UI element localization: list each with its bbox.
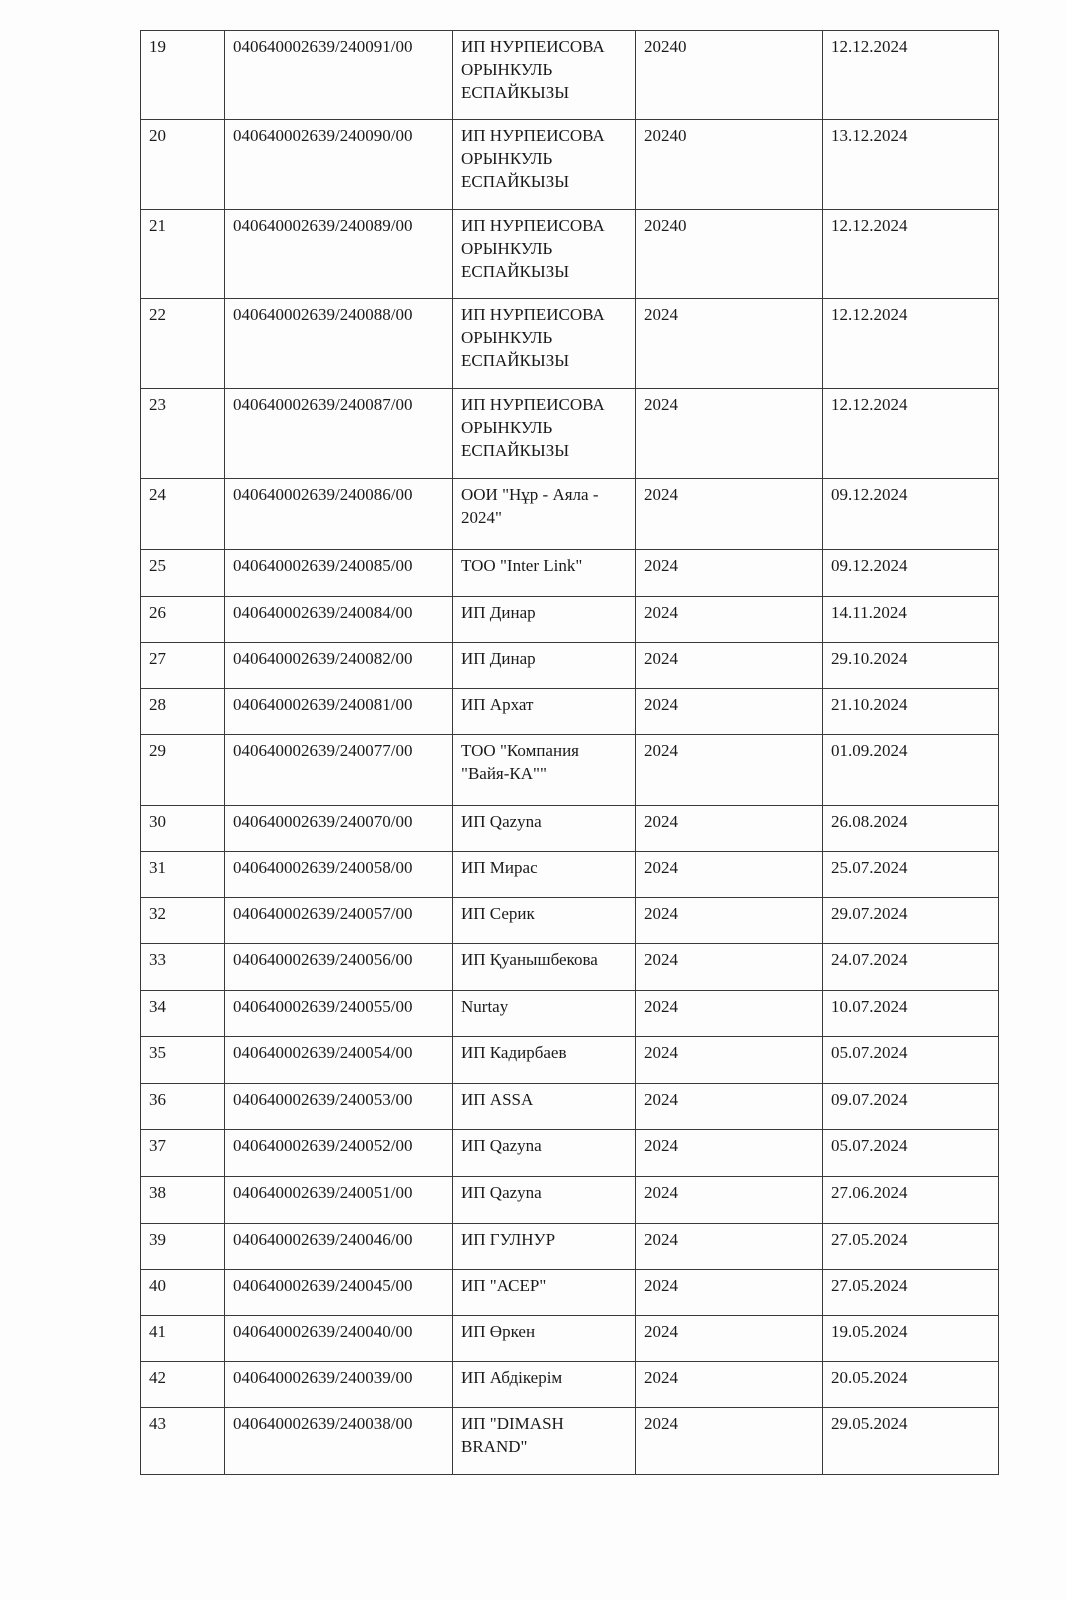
registration-code: 040640002639/240082/00 xyxy=(225,643,453,689)
company-name: ИП НУРПЕИСОВА ОРЫНКУЛЬ ЕСПАЙКЫЗЫ xyxy=(453,31,636,120)
table-row xyxy=(141,991,999,1037)
date-cell: 21.10.2024 xyxy=(823,689,999,735)
company-name: ИП НУРПЕИСОВА ОРЫНКУЛЬ ЕСПАЙКЫЗЫ xyxy=(453,299,636,389)
table-row xyxy=(141,550,999,597)
registration-code: 040640002639/240054/00 xyxy=(225,1037,453,1084)
date-cell: 27.06.2024 xyxy=(823,1177,999,1224)
company-name: ИП НУРПЕИСОВА ОРЫНКУЛЬ ЕСПАЙКЫЗЫ xyxy=(453,120,636,210)
registration-code: 040640002639/240057/00 xyxy=(225,898,453,944)
company-name: ИП Архат xyxy=(453,689,636,735)
row-number: 43 xyxy=(141,1408,225,1475)
table-row xyxy=(141,299,999,389)
registration-code: 040640002639/240058/00 xyxy=(225,852,453,898)
year-cell: 2024 xyxy=(636,1316,823,1362)
row-number: 38 xyxy=(141,1177,225,1224)
company-name: ИП "DIMASH BRAND" xyxy=(453,1408,636,1475)
row-number: 40 xyxy=(141,1270,225,1316)
row-number: 33 xyxy=(141,944,225,991)
year-cell: 2024 xyxy=(636,1362,823,1408)
table-row xyxy=(141,1130,999,1177)
row-number: 20 xyxy=(141,120,225,210)
date-cell: 12.12.2024 xyxy=(823,31,999,120)
year-cell: 2024 xyxy=(636,991,823,1037)
date-cell: 09.12.2024 xyxy=(823,479,999,550)
company-name: ИП Қуанышбекова xyxy=(453,944,636,991)
company-name: ИП Qazyna xyxy=(453,806,636,852)
table-row xyxy=(141,944,999,991)
registration-code: 040640002639/240090/00 xyxy=(225,120,453,210)
registry-table-body xyxy=(141,31,999,1475)
registration-code: 040640002639/240091/00 xyxy=(225,31,453,120)
table-row xyxy=(141,597,999,643)
company-name: Nurtay xyxy=(453,991,636,1037)
table-row xyxy=(141,389,999,479)
table-row xyxy=(141,479,999,550)
row-number: 25 xyxy=(141,550,225,597)
registration-code: 040640002639/240052/00 xyxy=(225,1130,453,1177)
table-row xyxy=(141,1224,999,1270)
date-cell: 13.12.2024 xyxy=(823,120,999,210)
company-name: ИП Серик xyxy=(453,898,636,944)
year-cell: 2024 xyxy=(636,1037,823,1084)
row-number: 29 xyxy=(141,735,225,806)
date-cell: 20.05.2024 xyxy=(823,1362,999,1408)
year-cell: 2024 xyxy=(636,1224,823,1270)
registration-code: 040640002639/240046/00 xyxy=(225,1224,453,1270)
table-row xyxy=(141,898,999,944)
date-cell: 01.09.2024 xyxy=(823,735,999,806)
table-row xyxy=(141,1362,999,1408)
table-row xyxy=(141,1084,999,1130)
company-name: ИП Qazyna xyxy=(453,1177,636,1224)
registration-code: 040640002639/240056/00 xyxy=(225,944,453,991)
table-row xyxy=(141,1270,999,1316)
company-name: ИП Абдікерім xyxy=(453,1362,636,1408)
row-number: 22 xyxy=(141,299,225,389)
year-cell: 2024 xyxy=(636,806,823,852)
year-cell: 2024 xyxy=(636,1408,823,1475)
table-row xyxy=(141,689,999,735)
company-name: ИП "АСЕР" xyxy=(453,1270,636,1316)
row-number: 26 xyxy=(141,597,225,643)
company-name: ИП Динар xyxy=(453,597,636,643)
company-name: ИП Мирас xyxy=(453,852,636,898)
date-cell: 29.07.2024 xyxy=(823,898,999,944)
company-name: ИП НУРПЕИСОВА ОРЫНКУЛЬ ЕСПАЙКЫЗЫ xyxy=(453,389,636,479)
company-name: ООИ "Нұр - Аяла - 2024" xyxy=(453,479,636,550)
row-number: 19 xyxy=(141,31,225,120)
year-cell: 2024 xyxy=(636,1177,823,1224)
registration-code: 040640002639/240089/00 xyxy=(225,210,453,299)
registration-code: 040640002639/240039/00 xyxy=(225,1362,453,1408)
registration-code: 040640002639/240086/00 xyxy=(225,479,453,550)
row-number: 31 xyxy=(141,852,225,898)
date-cell: 05.07.2024 xyxy=(823,1130,999,1177)
company-name: ТОО "Компания "Вайя-КА"" xyxy=(453,735,636,806)
row-number: 42 xyxy=(141,1362,225,1408)
registration-code: 040640002639/240045/00 xyxy=(225,1270,453,1316)
table-row xyxy=(141,31,999,120)
registry-table xyxy=(140,30,999,1475)
registration-code: 040640002639/240038/00 xyxy=(225,1408,453,1475)
registration-code: 040640002639/240055/00 xyxy=(225,991,453,1037)
year-cell: 2024 xyxy=(636,299,823,389)
table-row xyxy=(141,1177,999,1224)
date-cell: 09.12.2024 xyxy=(823,550,999,597)
company-name: ИП Өркен xyxy=(453,1316,636,1362)
company-name: ИП ГУЛНУР xyxy=(453,1224,636,1270)
registration-code: 040640002639/240077/00 xyxy=(225,735,453,806)
company-name: ИП Динар xyxy=(453,643,636,689)
row-number: 28 xyxy=(141,689,225,735)
date-cell: 05.07.2024 xyxy=(823,1037,999,1084)
year-cell: 2024 xyxy=(636,1270,823,1316)
date-cell: 19.05.2024 xyxy=(823,1316,999,1362)
year-cell: 2024 xyxy=(636,735,823,806)
year-cell: 2024 xyxy=(636,597,823,643)
company-name: ИП Кадирбаев xyxy=(453,1037,636,1084)
table-row xyxy=(141,1316,999,1362)
year-cell: 2024 xyxy=(636,852,823,898)
company-name: ИП НУРПЕИСОВА ОРЫНКУЛЬ ЕСПАЙКЫЗЫ xyxy=(453,210,636,299)
date-cell: 29.10.2024 xyxy=(823,643,999,689)
registration-code: 040640002639/240053/00 xyxy=(225,1084,453,1130)
row-number: 24 xyxy=(141,479,225,550)
row-number: 35 xyxy=(141,1037,225,1084)
table-row xyxy=(141,1037,999,1084)
year-cell: 2024 xyxy=(636,643,823,689)
registration-code: 040640002639/240070/00 xyxy=(225,806,453,852)
registration-code: 040640002639/240081/00 xyxy=(225,689,453,735)
date-cell: 27.05.2024 xyxy=(823,1224,999,1270)
year-cell: 2024 xyxy=(636,898,823,944)
registration-code: 040640002639/240088/00 xyxy=(225,299,453,389)
registration-code: 040640002639/240040/00 xyxy=(225,1316,453,1362)
year-cell: 2024 xyxy=(636,479,823,550)
year-cell: 2024 xyxy=(636,689,823,735)
table-row xyxy=(141,120,999,210)
table-row xyxy=(141,806,999,852)
date-cell: 25.07.2024 xyxy=(823,852,999,898)
date-cell: 10.07.2024 xyxy=(823,991,999,1037)
date-cell: 14.11.2024 xyxy=(823,597,999,643)
company-name: ИП ASSA xyxy=(453,1084,636,1130)
table-row xyxy=(141,643,999,689)
year-cell: 20240 xyxy=(636,120,823,210)
date-cell: 27.05.2024 xyxy=(823,1270,999,1316)
table-row xyxy=(141,852,999,898)
date-cell: 24.07.2024 xyxy=(823,944,999,991)
table-row xyxy=(141,735,999,806)
year-cell: 2024 xyxy=(636,389,823,479)
date-cell: 12.12.2024 xyxy=(823,210,999,299)
table-row xyxy=(141,210,999,299)
registration-code: 040640002639/240051/00 xyxy=(225,1177,453,1224)
company-name: ТОО "Inter Link" xyxy=(453,550,636,597)
row-number: 34 xyxy=(141,991,225,1037)
row-number: 36 xyxy=(141,1084,225,1130)
row-number: 32 xyxy=(141,898,225,944)
year-cell: 2024 xyxy=(636,944,823,991)
date-cell: 29.05.2024 xyxy=(823,1408,999,1475)
year-cell: 20240 xyxy=(636,210,823,299)
row-number: 30 xyxy=(141,806,225,852)
row-number: 41 xyxy=(141,1316,225,1362)
date-cell: 12.12.2024 xyxy=(823,389,999,479)
row-number: 37 xyxy=(141,1130,225,1177)
row-number: 23 xyxy=(141,389,225,479)
registration-code: 040640002639/240084/00 xyxy=(225,597,453,643)
row-number: 21 xyxy=(141,210,225,299)
row-number: 39 xyxy=(141,1224,225,1270)
year-cell: 20240 xyxy=(636,31,823,120)
date-cell: 26.08.2024 xyxy=(823,806,999,852)
registration-code: 040640002639/240087/00 xyxy=(225,389,453,479)
registration-code: 040640002639/240085/00 xyxy=(225,550,453,597)
date-cell: 12.12.2024 xyxy=(823,299,999,389)
year-cell: 2024 xyxy=(636,1084,823,1130)
year-cell: 2024 xyxy=(636,1130,823,1177)
year-cell: 2024 xyxy=(636,550,823,597)
row-number: 27 xyxy=(141,643,225,689)
date-cell: 09.07.2024 xyxy=(823,1084,999,1130)
company-name: ИП Qazyna xyxy=(453,1130,636,1177)
table-row xyxy=(141,1408,999,1475)
